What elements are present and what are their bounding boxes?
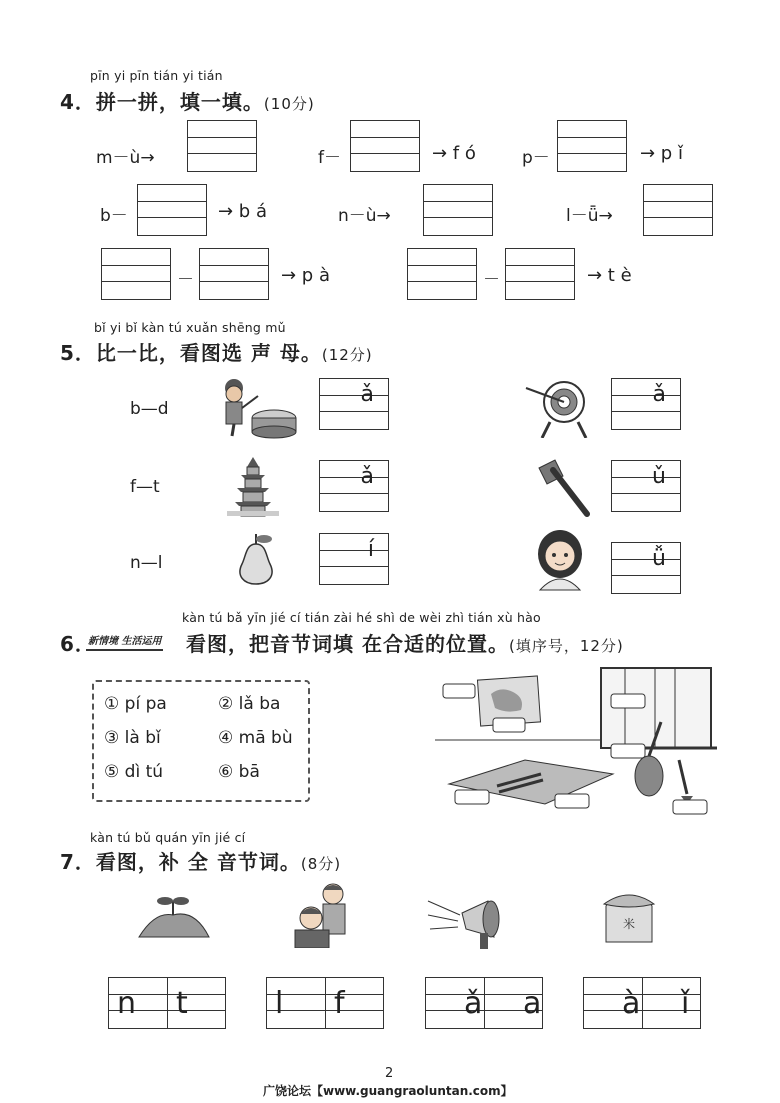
q6-option-5-text: dì tú — [124, 762, 164, 782]
q5-title — [60, 337, 373, 366]
svg-text:米: 米 — [622, 917, 636, 931]
q4-item8-box-b[interactable] — [505, 248, 575, 300]
q7-number: 7． — [60, 850, 96, 874]
q4-item6-prefix: l－ǖ→ — [566, 206, 613, 226]
q6-option-3-num: ③ — [104, 728, 120, 748]
page-number: 2 — [385, 1066, 394, 1081]
q6-option-2[interactable] — [218, 694, 280, 714]
q6-option-2-num: ② — [218, 694, 234, 714]
q5-row1-pair: b—d — [130, 399, 169, 419]
q4-item3-suffix: → p ǐ — [640, 143, 683, 164]
q6-option-2-text: lǎ ba — [238, 694, 281, 714]
q7-word4-left: à — [622, 986, 641, 1021]
q5-row2-right-vowel: ǔ — [652, 464, 666, 489]
q5-row3-left-vowel: í — [367, 537, 374, 562]
q5-title-text: 比一比，看图选 声 母。 — [95, 341, 322, 365]
drum-boy-icon — [212, 374, 298, 440]
q4-item7-dash: － — [177, 270, 194, 290]
q5-row1-right-vowel: ǎ — [652, 382, 666, 407]
q6-title-text: 看图，把音节词填 在合适的位置。 — [186, 632, 509, 656]
q5-row3-left-box[interactable] — [319, 533, 389, 585]
pagoda-icon — [225, 455, 281, 517]
q7-word3-left: ǎ — [464, 986, 483, 1021]
girl-icon — [528, 528, 592, 592]
q4-item5-box[interactable] — [423, 184, 493, 236]
q7-word2-left: l — [275, 986, 284, 1021]
q6-option-4-text: mā bù — [238, 728, 293, 748]
q7-pinyin: kàn tú bǔ quán yīn jié cí — [90, 830, 246, 845]
q6-option-6[interactable] — [218, 762, 260, 782]
q7-word4-box[interactable] — [583, 977, 701, 1029]
q4-item7-box-b[interactable] — [199, 248, 269, 300]
q4-item3-prefix: p－ — [522, 148, 550, 168]
q7-word1-left: n — [117, 986, 137, 1021]
q5-number: 5． — [60, 341, 96, 365]
q5-row2-left-vowel: ǎ — [360, 464, 374, 489]
q6-option-5[interactable] — [104, 762, 163, 782]
sprout-soil-icon — [135, 893, 211, 939]
rice-sack-icon — [596, 884, 662, 944]
q7-score: (8分) — [300, 855, 342, 873]
q4-item2-suffix: → f ó — [432, 143, 476, 164]
q5-row2-right-box[interactable] — [611, 460, 681, 512]
q6-option-1[interactable] — [104, 694, 167, 714]
q4-item2-prefix: f－ — [318, 148, 341, 168]
haircut-icon — [293, 880, 357, 948]
q6-option-1-text: pí pa — [124, 694, 167, 714]
q6-option-4-num: ④ — [218, 728, 234, 748]
q4-item7-box-a[interactable] — [101, 248, 171, 300]
q7-title-text: 看图，补 全 音节词。 — [95, 850, 301, 874]
q6-score: (填序号，12分) — [508, 637, 624, 655]
q7-title — [60, 846, 341, 875]
q5-score: (12分) — [321, 346, 373, 364]
q4-item8-box-a[interactable] — [407, 248, 477, 300]
q7-word2-right: f — [334, 986, 345, 1021]
q4-title — [60, 86, 315, 115]
q7-word2-box[interactable] — [266, 977, 384, 1029]
q5-row1-left-box[interactable] — [319, 378, 389, 430]
q6-pinyin: kàn tú bǎ yīn jié cí tián zài hé shì de wèi zhì tián xù hào — [182, 610, 541, 625]
q5-row3-right-box[interactable] — [611, 542, 681, 594]
q4-item1-box[interactable] — [187, 120, 257, 172]
q5-row1-left-vowel: ǎ — [360, 382, 374, 407]
q4-item3-box[interactable] — [557, 120, 627, 172]
q4-item8-suffix: → t è — [587, 265, 632, 286]
q7-word1-right: t — [176, 986, 188, 1021]
q6-option-6-num: ⑥ — [218, 762, 234, 782]
loudspeaker-icon — [426, 893, 512, 951]
q4-item4-prefix: b－ — [100, 206, 128, 226]
classroom-scene-icon — [435, 664, 717, 816]
q4-item1-prefix: m－ù→ — [96, 148, 155, 168]
q6-option-4[interactable] — [218, 728, 293, 748]
q7-word3-right: a — [523, 986, 542, 1021]
q6-option-3-text: là bǐ — [124, 728, 161, 748]
axe-icon — [533, 458, 593, 518]
q6-option-3[interactable] — [104, 728, 161, 748]
q5-pinyin: bǐ yi bǐ kàn tú xuǎn shēng mǔ — [94, 320, 286, 335]
q6-option-5-num: ⑤ — [104, 762, 120, 782]
q5-row2-left-box[interactable] — [319, 460, 389, 512]
q6-badge: 新情境 生活运用 — [86, 630, 163, 651]
pear-icon — [230, 532, 282, 586]
q4-item5-prefix: n－ù→ — [338, 206, 391, 226]
q4-item6-box[interactable] — [643, 184, 713, 236]
q7-word3-box[interactable] — [425, 977, 543, 1029]
q4-item4-suffix: → b á — [218, 201, 267, 222]
q4-item8-dash: － — [483, 270, 500, 290]
q4-number: 4． — [60, 90, 96, 114]
q4-pinyin: pīn yi pīn tián yi tián — [90, 68, 223, 83]
q7-word4-right: ǐ — [681, 986, 690, 1021]
q6-option-1-num: ① — [104, 694, 120, 714]
q4-score: (10分) — [263, 95, 315, 113]
q6-title — [186, 628, 624, 657]
archery-target-icon — [520, 378, 590, 438]
q4-item2-box[interactable] — [350, 120, 420, 172]
q6-number: 6． — [60, 632, 96, 656]
q7-word1-box[interactable] — [108, 977, 226, 1029]
q4-item4-box[interactable] — [137, 184, 207, 236]
site-footer: 广饶论坛【www.guangraoluntan.com】 — [263, 1084, 513, 1098]
q4-title-text: 拼一拼，填一填。 — [95, 90, 264, 114]
q6-option-6-text: bā — [238, 762, 260, 782]
q5-row1-right-box[interactable] — [611, 378, 681, 430]
q5-row3-right-vowel: ǚ — [652, 546, 666, 571]
q5-row2-pair: f—t — [130, 477, 160, 497]
q4-item7-suffix: → p à — [281, 265, 330, 286]
q5-row3-pair: n—l — [130, 553, 163, 573]
